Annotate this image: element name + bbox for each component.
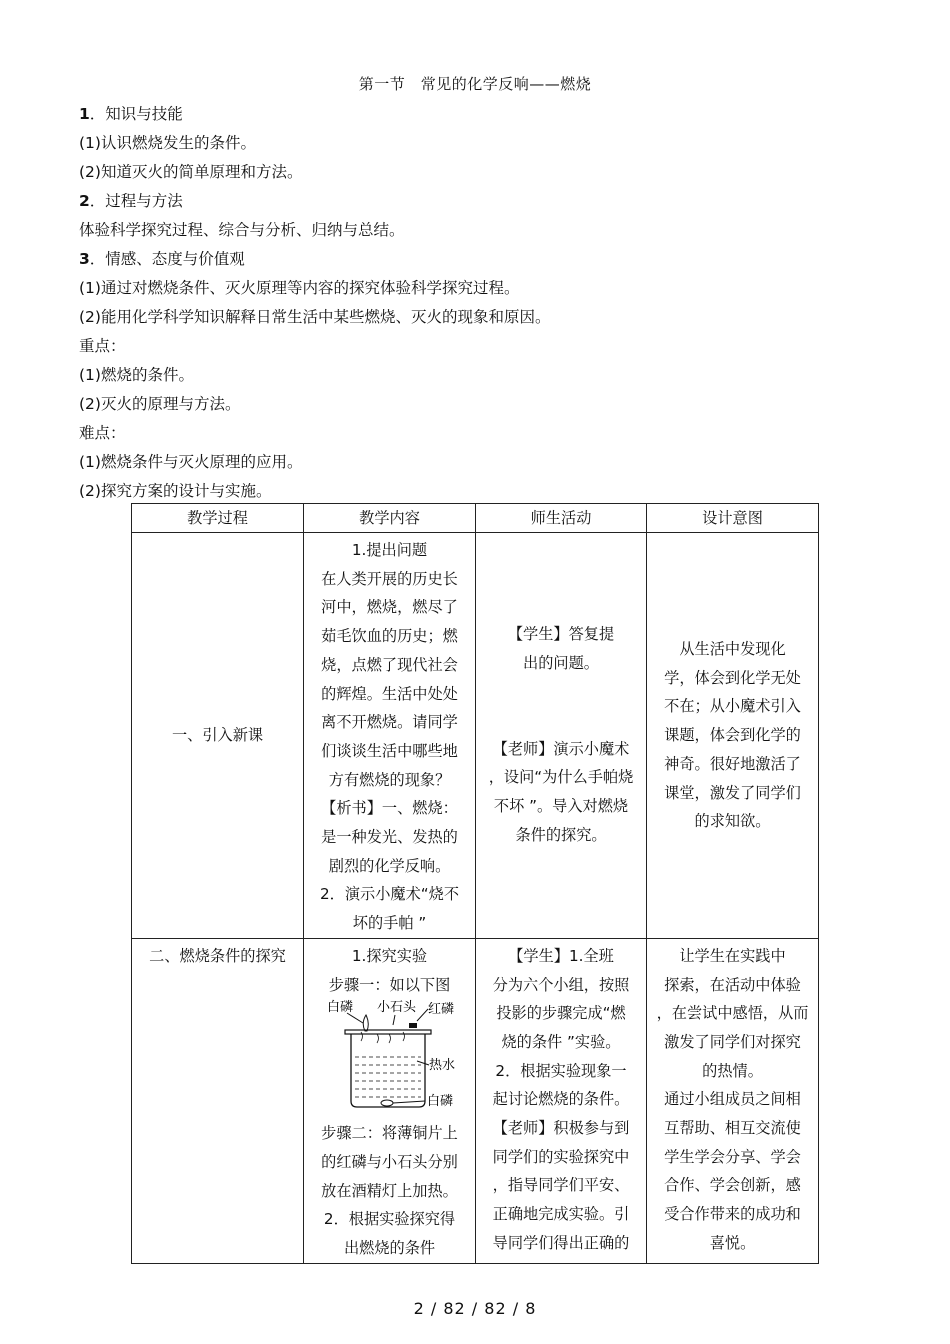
row2-stage: 二、燃烧条件的探究	[132, 938, 304, 1263]
cell-line: 通过小组成员之间相	[664, 1090, 801, 1109]
objective-line	[79, 448, 879, 477]
objective-line	[79, 361, 879, 390]
objective-text: (2)知道灭火的简单原理和方法。	[79, 163, 303, 181]
cell-line: 分为六个小组，按照	[492, 975, 630, 994]
objective-number: 2	[79, 192, 90, 210]
objective-line	[79, 129, 879, 158]
cell-line: 不坏 ”。导入对燃烧	[493, 797, 629, 816]
flame-icon	[363, 1015, 368, 1031]
cell-line: 的求知欲。	[694, 812, 771, 831]
cell-line: 同学们的实验探究中	[492, 1147, 630, 1166]
cell-line: 【析书】一、燃烧：	[321, 799, 458, 818]
objective-text: ．过程与方法	[89, 192, 183, 210]
cell-line: 神奇。很好地激活了	[664, 754, 801, 773]
cell-line: 让学生在实践中	[679, 946, 786, 965]
table-row	[132, 533, 819, 939]
objective-line	[79, 419, 879, 448]
cell-line: 【学生】1.全班	[508, 946, 614, 965]
cell-line: 茹毛饮血的历史；燃	[321, 627, 458, 646]
cell-line: 受合作带来的成功和	[664, 1205, 801, 1224]
cell-line: 2．根据实验探究得	[323, 1210, 456, 1229]
cell-line: 放在酒精灯上加热。	[321, 1181, 458, 1200]
page-number: 2 / 82 / 82 / 8	[413, 1299, 537, 1318]
row1-activity	[476, 533, 647, 939]
cell-line: 步骤二：将薄铜片上	[321, 1124, 458, 1143]
objective-line	[79, 477, 879, 506]
cell-line: 步骤一：如以下图	[328, 975, 451, 994]
cell-line: 课题，体会到化学的	[664, 726, 801, 745]
row2-content	[304, 938, 476, 1263]
cell-line: 互帮助、相互交流使	[664, 1119, 801, 1138]
cell-line: 激发了同学们对探究	[664, 1032, 801, 1051]
cell-line: 【老师】积极参与到	[492, 1119, 630, 1138]
cell-line: 的热情。	[702, 1061, 763, 1080]
cell-line: 投影的步骤完成“燃	[496, 1004, 626, 1023]
red-phosphorus-icon	[409, 1023, 417, 1028]
objective-text: 难点：	[79, 424, 126, 442]
cell-line: 出的问题。	[523, 653, 599, 672]
row2-content-bottom	[312, 1119, 467, 1263]
header-stage: 教学过程	[132, 504, 304, 533]
cell-line: ，指导同学们平安、	[492, 1176, 630, 1195]
objective-text: 体验科学探究过程、综合与分析、归纳与总结。	[79, 221, 405, 239]
experiment-diagram	[325, 999, 455, 1117]
label-white-phosphorus-top: 白磷	[326, 1000, 353, 1016]
row1-stage: 一、引入新课	[132, 533, 304, 939]
cell-line: 坏的手帕 ”	[352, 914, 427, 933]
cell-line: 课堂，激发了同学们	[664, 783, 801, 802]
label-white-phosphorus-bottom: 白磷	[426, 1094, 453, 1110]
cell-line	[484, 677, 638, 706]
cell-line: 正确地完成实验。引	[492, 1205, 630, 1224]
row2-intent	[647, 938, 819, 1263]
cell-line: 剧烈的化学反响。	[328, 856, 451, 875]
cell-line: 的红磷与小石头分别	[321, 1152, 458, 1171]
cell-line: 2．演示小魔术“烧不	[319, 885, 460, 904]
header-activity: 师生活动	[476, 504, 647, 533]
objective-number: 3	[79, 250, 90, 268]
copper-sheet	[345, 1030, 431, 1034]
row1-content	[304, 533, 476, 939]
teaching-process-table	[131, 503, 819, 1264]
objective-line	[79, 245, 879, 274]
table-row	[132, 938, 819, 1263]
cell-line	[484, 706, 638, 735]
label-small-stone: 小石头	[376, 1000, 416, 1016]
cell-line: 不在；从小魔术引入	[664, 697, 801, 716]
cell-line: 的辉煌。生活中处处	[321, 684, 458, 703]
objective-text: (1)燃烧的条件。	[79, 366, 194, 384]
objective-text: 重点：	[79, 337, 126, 355]
cell-line: 在人类开展的历史长	[321, 569, 458, 588]
cell-line: 学，体会到化学无处	[664, 668, 801, 687]
objective-line	[79, 100, 879, 129]
label-hot-water: 热水	[428, 1058, 455, 1074]
cell-line: 条件的探究。	[515, 825, 607, 844]
cell-line: 【学生】答复提	[507, 625, 615, 643]
header-intent: 设计意图	[647, 504, 819, 533]
cell-line: 1.探究实验	[351, 946, 428, 965]
cell-line: ，设问“为什么手帕烧	[488, 768, 634, 787]
row2-content-top	[312, 942, 467, 999]
cell-line: 方有燃烧的现象？	[328, 770, 451, 789]
cell-line: 起讨论燃烧的条件。	[492, 1090, 630, 1109]
objective-text: (2)探究方案的设计与实施。	[79, 482, 272, 500]
objective-text: (2)能用化学科学知识解释日常生活中某些燃烧、灭火的现象和原因。	[79, 308, 551, 326]
cell-line: 喜悦。	[709, 1233, 756, 1252]
objective-text: (1)通过对燃烧条件、灭火原理等内容的探究体验科学探究过程。	[79, 279, 520, 297]
objective-line	[79, 390, 879, 419]
cell-line: 出燃烧的条件	[343, 1239, 436, 1258]
row2-activity	[476, 938, 647, 1263]
objective-text: (2)灭火的原理与方法。	[79, 395, 241, 413]
cell-line: 是一种发光、发热的	[321, 828, 458, 847]
cell-line: 从生活中发现化	[679, 640, 786, 658]
objective-line	[79, 274, 879, 303]
cell-line: ，在尝试中感悟，从而	[656, 1004, 809, 1023]
cell-line: 学生学会分享、学会	[664, 1147, 801, 1166]
header-content: 教学内容	[304, 504, 476, 533]
cell-line: 离不开燃烧。请同学	[321, 713, 458, 732]
objective-line	[79, 216, 879, 245]
table-header-row	[132, 504, 819, 533]
objective-number: 1	[79, 105, 90, 123]
objective-text: ．情感、态度与价值观	[89, 250, 245, 268]
cell-line: 【老师】演示小魔术	[492, 739, 630, 758]
objective-line	[79, 303, 879, 332]
cell-line: 烧，点燃了现代社会	[321, 655, 458, 674]
row1-intent	[647, 533, 819, 939]
cell-line: 导同学们得出正确的	[492, 1233, 630, 1252]
cell-line: 烧的条件 ”实验。	[501, 1032, 621, 1051]
objective-text: ．知识与技能	[89, 105, 183, 123]
cell-line: 1.提出问题	[351, 541, 428, 559]
objective-text: (1)认识燃烧发生的条件。	[79, 134, 256, 152]
beaker	[351, 1034, 425, 1107]
objective-line	[79, 158, 879, 187]
objectives-section	[79, 100, 879, 506]
label-red-phosphorus: 红磷	[427, 1002, 454, 1018]
cell-line: 2．根据实验现象一	[495, 1061, 627, 1080]
objective-text: (1)燃烧条件与灭火原理的应用。	[79, 453, 303, 471]
objective-line	[79, 187, 879, 216]
cell-line: 们谈谈生活中哪些地	[321, 741, 458, 760]
cell-line: 河中，燃烧，燃尽了	[321, 598, 458, 617]
cell-line: 合作、学会创新，感	[664, 1176, 801, 1195]
page-title: 第一节 常见的化学反响——燃烧	[358, 75, 592, 93]
cell-line: 探索，在活动中体验	[664, 975, 801, 994]
objective-line	[79, 332, 879, 361]
